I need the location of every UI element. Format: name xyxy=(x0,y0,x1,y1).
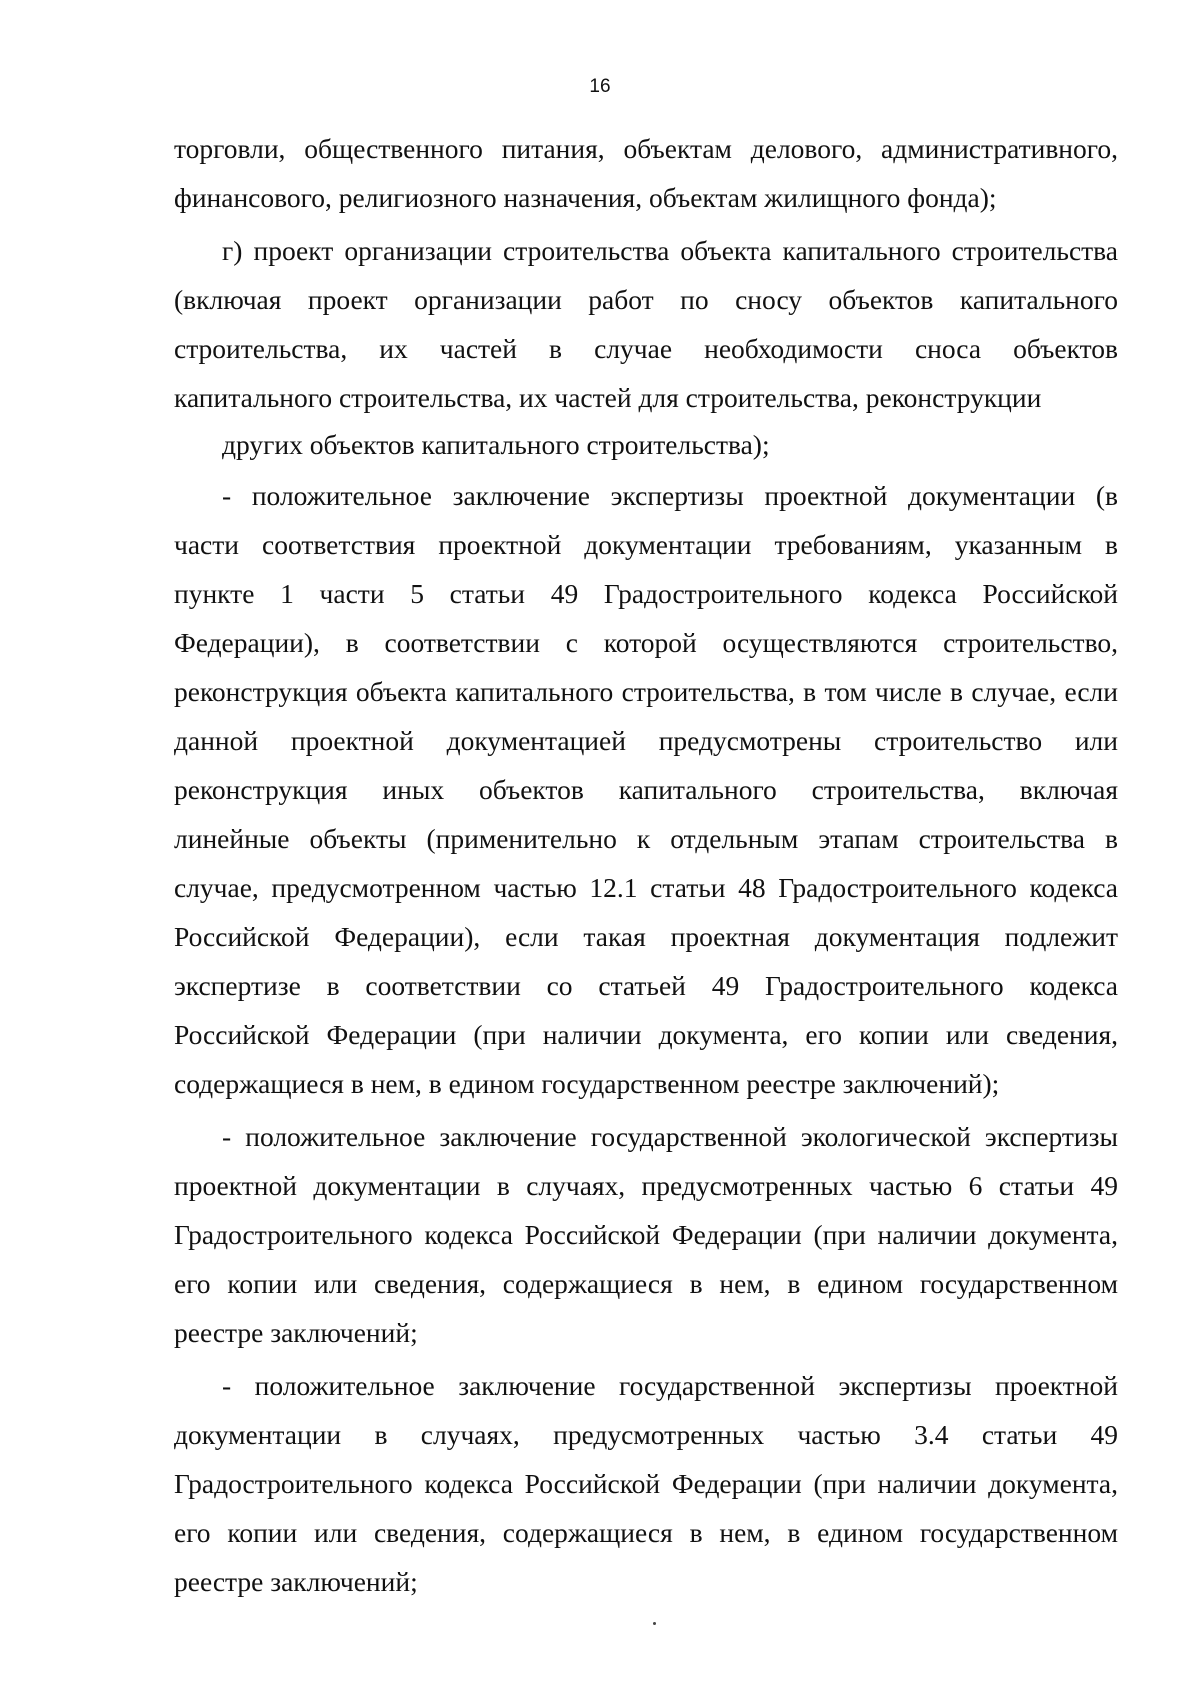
text-line: - положительное заключение экспертизы проектной документации (в xyxy=(222,480,1118,511)
text-line: его копии или сведения, содержащиеся в нем, в едином государственном xyxy=(174,1268,1118,1299)
scan-speck xyxy=(653,1622,656,1625)
paragraph-state-expertise xyxy=(174,1361,1118,1606)
text-line: Градостроительного кодекса Российской Федерации (при наличии документа, xyxy=(174,1468,1118,1499)
text-line: его копии или сведения, содержащиеся в нем, в едином государственном xyxy=(174,1517,1118,1548)
text-line: проектной документации в случаях, предусмотренных частью 6 статьи 49 xyxy=(174,1170,1118,1201)
text-line: - положительное заключение государственной экологической экспертизы xyxy=(222,1121,1118,1152)
text-line: реконструкция иных объектов капитального строительства, включая xyxy=(174,774,1118,805)
text-line: г) проект организации строительства объекта капитального строительства xyxy=(222,235,1118,266)
text-line: Российской Федерации (при наличии документа, его копии или сведения, xyxy=(174,1019,1118,1050)
paragraph-expertise-conclusion xyxy=(174,471,1118,1108)
text-line: реестре заключений; xyxy=(174,1317,418,1348)
text-line: реконструкция объекта капитального строительства, в том числе в случае, если xyxy=(174,676,1118,707)
text-line: капитального строительства, их частей для строительства, реконструкции xyxy=(174,382,1042,413)
paragraph-continuation xyxy=(174,124,1118,222)
text-line: экспертизе в соответствии со статьей 49 Градостроительного кодекса xyxy=(174,970,1118,1001)
text-line: пункте 1 части 5 статьи 49 Градостроительного кодекса Российской xyxy=(174,578,1118,609)
text-line: (включая проект организации работ по сносу объектов капитального xyxy=(174,284,1118,315)
paragraph-item-g xyxy=(174,226,1118,422)
page-number: 16 xyxy=(589,76,611,97)
text-line: Градостроительного кодекса Российской Федерации (при наличии документа, xyxy=(174,1219,1118,1250)
text-line: данной проектной документацией предусмотрены строительство или xyxy=(174,725,1118,756)
text-line: документации в случаях, предусмотренных частью 3.4 статьи 49 xyxy=(174,1419,1118,1450)
paragraph-item-g-continued xyxy=(174,420,1118,469)
text-line: Российской Федерации), если такая проектная документация подлежит xyxy=(174,921,1118,952)
paragraph-ecological-expertise xyxy=(174,1112,1118,1357)
text-line: - положительное заключение государственной экспертизы проектной xyxy=(222,1370,1118,1401)
text-line: части соответствия проектной документации требованиям, указанным в xyxy=(174,529,1118,560)
text-line: торговли, общественного питания, объектам делового, административного, xyxy=(174,133,1118,164)
text-line: линейные объекты (применительно к отдельным этапам строительства в xyxy=(174,823,1118,854)
text-line: случае, предусмотренном частью 12.1 статьи 48 Градостроительного кодекса xyxy=(174,872,1118,903)
text-line: содержащиеся в нем, в едином государственном реестре заключений); xyxy=(174,1068,1000,1099)
text-line: Федерации), в соответствии с которой осуществляются строительство, xyxy=(174,627,1118,658)
text-line: строительства, их частей в случае необходимости сноса объектов xyxy=(174,333,1118,364)
document-body xyxy=(174,124,1118,1606)
text-line: других объектов капитального строительства); xyxy=(222,429,770,460)
text-line: реестре заключений; xyxy=(174,1566,418,1597)
text-line: финансового, религиозного назначения, объектам жилищного фонда); xyxy=(174,182,997,213)
